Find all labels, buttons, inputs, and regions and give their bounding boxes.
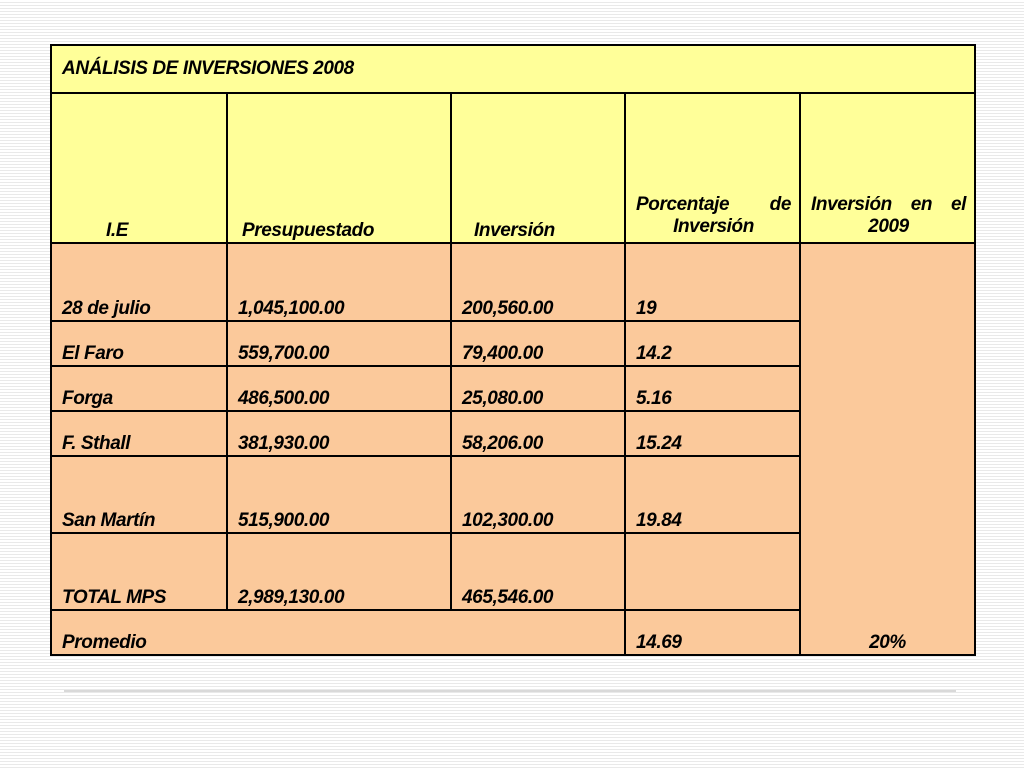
cell-inversion: 102,300.00 (451, 456, 625, 533)
cell-presupuestado: 2,989,130.00 (227, 533, 451, 610)
cell-ie: San Martín (51, 456, 227, 533)
header-inversion: Inversión (451, 93, 625, 243)
inversion-2009-value: 20% (800, 243, 975, 655)
cell-porcentaje: 19.84 (625, 456, 800, 533)
cell-presupuestado: 515,900.00 (227, 456, 451, 533)
cell-inversion: 25,080.00 (451, 366, 625, 411)
cell-inversion: 79,400.00 (451, 321, 625, 366)
investment-table (50, 44, 976, 656)
header-row (51, 93, 975, 243)
cell-presupuestado: 1,045,100.00 (227, 243, 451, 321)
cell-ie: Forga (51, 366, 227, 411)
cell-inversion: 200,560.00 (451, 243, 625, 321)
cell-presupuestado: 486,500.00 (227, 366, 451, 411)
investment-table-container (50, 44, 976, 656)
cell-ie: TOTAL MPS (51, 533, 227, 610)
promedio-label: Promedio (51, 610, 625, 655)
cell-ie: 28 de julio (51, 243, 227, 321)
cell-porcentaje: 19 (625, 243, 800, 321)
table-title: ANÁLISIS DE INVERSIONES 2008 (51, 45, 975, 93)
cell-inversion: 58,206.00 (451, 411, 625, 456)
title-row (51, 45, 975, 93)
cell-presupuestado: 559,700.00 (227, 321, 451, 366)
table-shadow (64, 690, 956, 692)
cell-inversion: 465,546.00 (451, 533, 625, 610)
header-inversion-2009: Inversión en el 2009 (800, 93, 975, 243)
table-row (51, 243, 975, 321)
cell-ie: El Faro (51, 321, 227, 366)
header-presupuestado: Presupuestado (227, 93, 451, 243)
header-porcentaje: Porcentaje de Inversión (625, 93, 800, 243)
cell-porcentaje (625, 533, 800, 610)
cell-porcentaje: 5.16 (625, 366, 800, 411)
cell-porcentaje: 14.2 (625, 321, 800, 366)
promedio-value: 14.69 (625, 610, 800, 655)
cell-presupuestado: 381,930.00 (227, 411, 451, 456)
cell-porcentaje: 15.24 (625, 411, 800, 456)
header-ie: I.E (51, 93, 227, 243)
cell-ie: F. Sthall (51, 411, 227, 456)
